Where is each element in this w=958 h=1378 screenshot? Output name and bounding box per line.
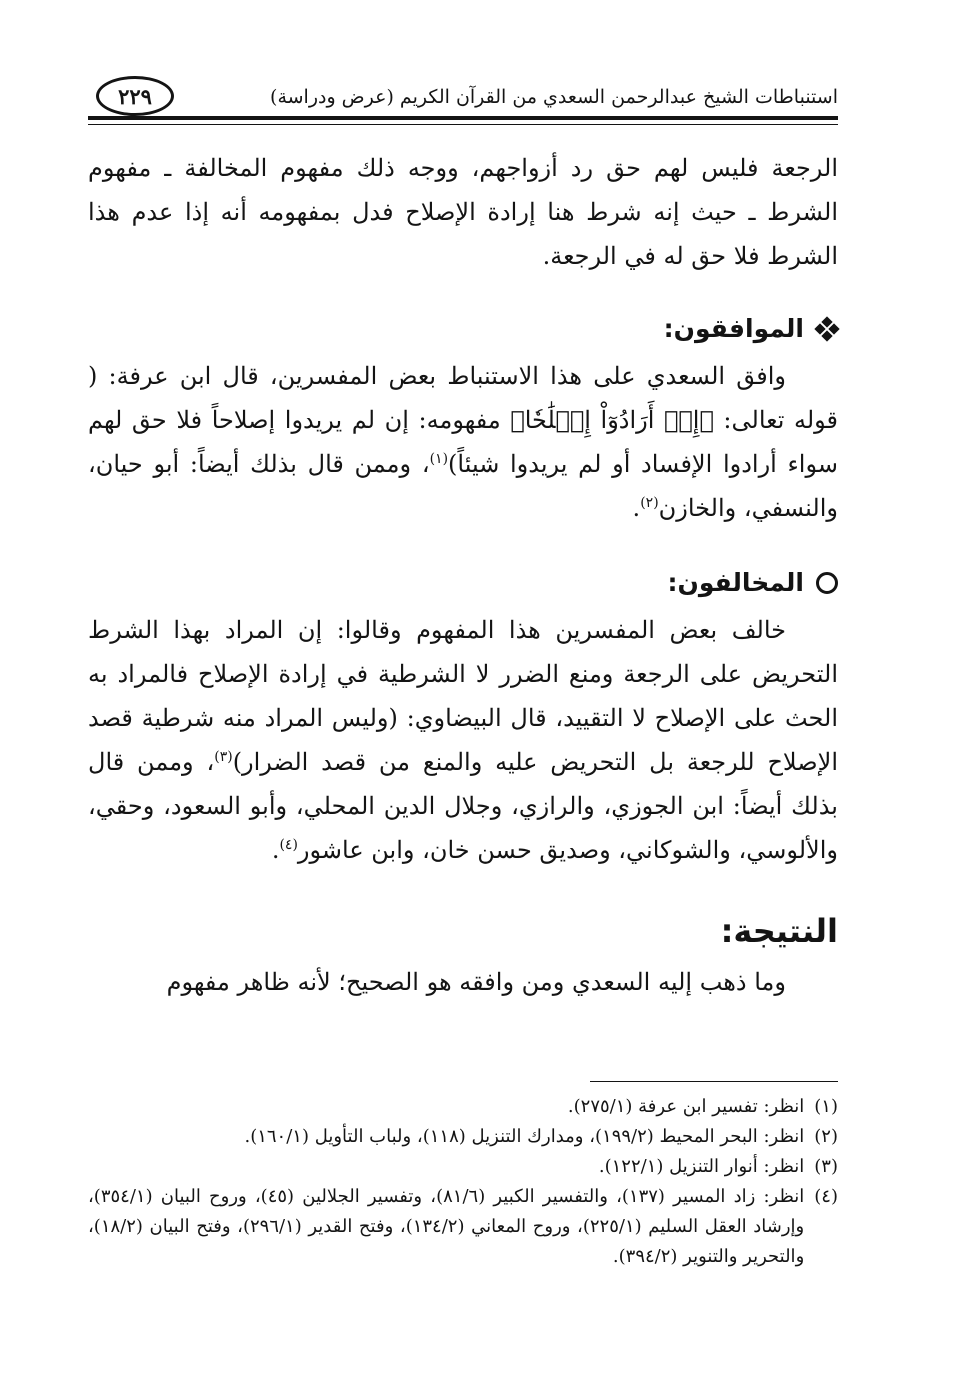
- opposing-text-cont: ، وممن قال بذلك أيضاً: ابن الجوزي، والرازي، وجلال الدين المحلي، وأبو السعود، وحقي، والألوسي، والشوكاني، وصديق حسن خان، وابن عاشور: [88, 748, 838, 864]
- footnote-text: انظر: أنوار التنزيل (١٢٢/١).: [598, 1156, 805, 1177]
- opposing-paragraph: [88, 608, 838, 872]
- agreeing-text-cont: ، وممن قال بذلك أيضاً: أبو حيان، والنسفي، والخازن: [88, 450, 838, 522]
- footnote-text: انظر: زاد المسير (١٣٧)، والتفسير الكبير (٨١/٦)، وتفسير الجلالين (٤٥)، وروح البيان (٣٥٤/١)، وإرشاد العقل السليم (٢٢٥/١)، وروح المعاني (١٣٤/٢)، وفتح القدير (٢٩٦/١)، وفتح البيان (١٨/٢)، والتحرير والتنوير (٣٩٤/٢).: [88, 1186, 805, 1267]
- header-rule-thick: [88, 116, 838, 120]
- opposing-heading-text: المخالفون:: [667, 568, 804, 597]
- result-heading: [88, 902, 838, 960]
- agreeing-heading: [88, 304, 838, 354]
- running-title: استنباطات الشيخ عبدالرحمن السعدي من القرآن الكريم (عرض ودراسة): [270, 86, 838, 108]
- footnote-item: [88, 1122, 838, 1152]
- result-paragraph: وما ذهب إليه السعدي ومن وافقه هو الصحيح؛ لأنه ظاهر مفهوم: [166, 968, 786, 996]
- footnote-number: (١): [814, 1096, 838, 1117]
- footnote-number: (٣): [814, 1156, 838, 1177]
- ring-icon: [816, 572, 838, 594]
- diamond-cluster-icon: [816, 318, 838, 340]
- opposing-text: خالف بعض المفسرين هذا المفهوم وقالوا: إن المراد بهذا الشرط التحريض على الرجعة ومنع الضرر لا الشرطية في إرادة الإصلاح فالمراد به الحث على الإصلاح لا التقييد، قال البيضاوي: (وليس المراد منه شرطية قصد الإصلاح للرجعة بل التحريض عليه والمنع من قصد الضرار): [88, 616, 838, 776]
- footnote-ref: (٣): [214, 749, 233, 765]
- agreeing-text: وافق السعدي على هذا الاستنباط بعض المفسرين، قال ابن عرفة: ( قوله تعالى: ﴿إِنۡ أَرَادُوٓاْ إِصۡلَٰحٗا﴾ مفهومه: إن لم يريدوا إصلاحاً فلا حق لهم سواء أرادوا الإفساد أو لم يريدوا شيئاً): [88, 362, 838, 478]
- main-text: [88, 146, 838, 1004]
- opposing-heading: [88, 558, 838, 608]
- footnote-item: [88, 1152, 838, 1182]
- page-number-badge: ٢٢٩: [96, 76, 174, 116]
- footnote-item: [88, 1182, 838, 1272]
- intro-paragraph: الرجعة فليس لهم حق رد أزواجهم، ووجه ذلك مفهوم المخالفة ـ مفهوم الشرط ـ حيث إنه شرط هنا إرادة الإصلاح فدل بمفهومه أنه إذا عدم هذا الشرط فلا حق له في الرجعة.: [88, 154, 838, 270]
- footnote-ref: (٢): [640, 495, 659, 511]
- footnote-text: انظر: البحر المحيط (١٩٩/٢)، ومدارك التنزيل (١١٨)، ولباب التأويل (١٦٠/١).: [244, 1126, 805, 1147]
- sentence-end: .: [632, 494, 641, 522]
- footnote-number: (٤): [814, 1186, 838, 1207]
- footnote-ref: (١): [429, 451, 449, 467]
- page-header: [88, 72, 838, 128]
- footnotes: [88, 1092, 838, 1272]
- footnote-item: [88, 1092, 838, 1122]
- footnote-separator: [590, 1081, 838, 1082]
- sentence-end: .: [271, 836, 280, 864]
- agreeing-paragraph: [88, 354, 838, 530]
- header-rule-thin: [88, 124, 838, 125]
- footnote-number: (٢): [814, 1126, 838, 1147]
- footnote-ref: (٤): [279, 837, 298, 853]
- result-heading-text: النتيجة:: [720, 912, 838, 950]
- agreeing-heading-text: الموافقون:: [663, 314, 804, 343]
- footnote-text: انظر: تفسير ابن عرفة (٢٧٥/١).: [567, 1096, 805, 1117]
